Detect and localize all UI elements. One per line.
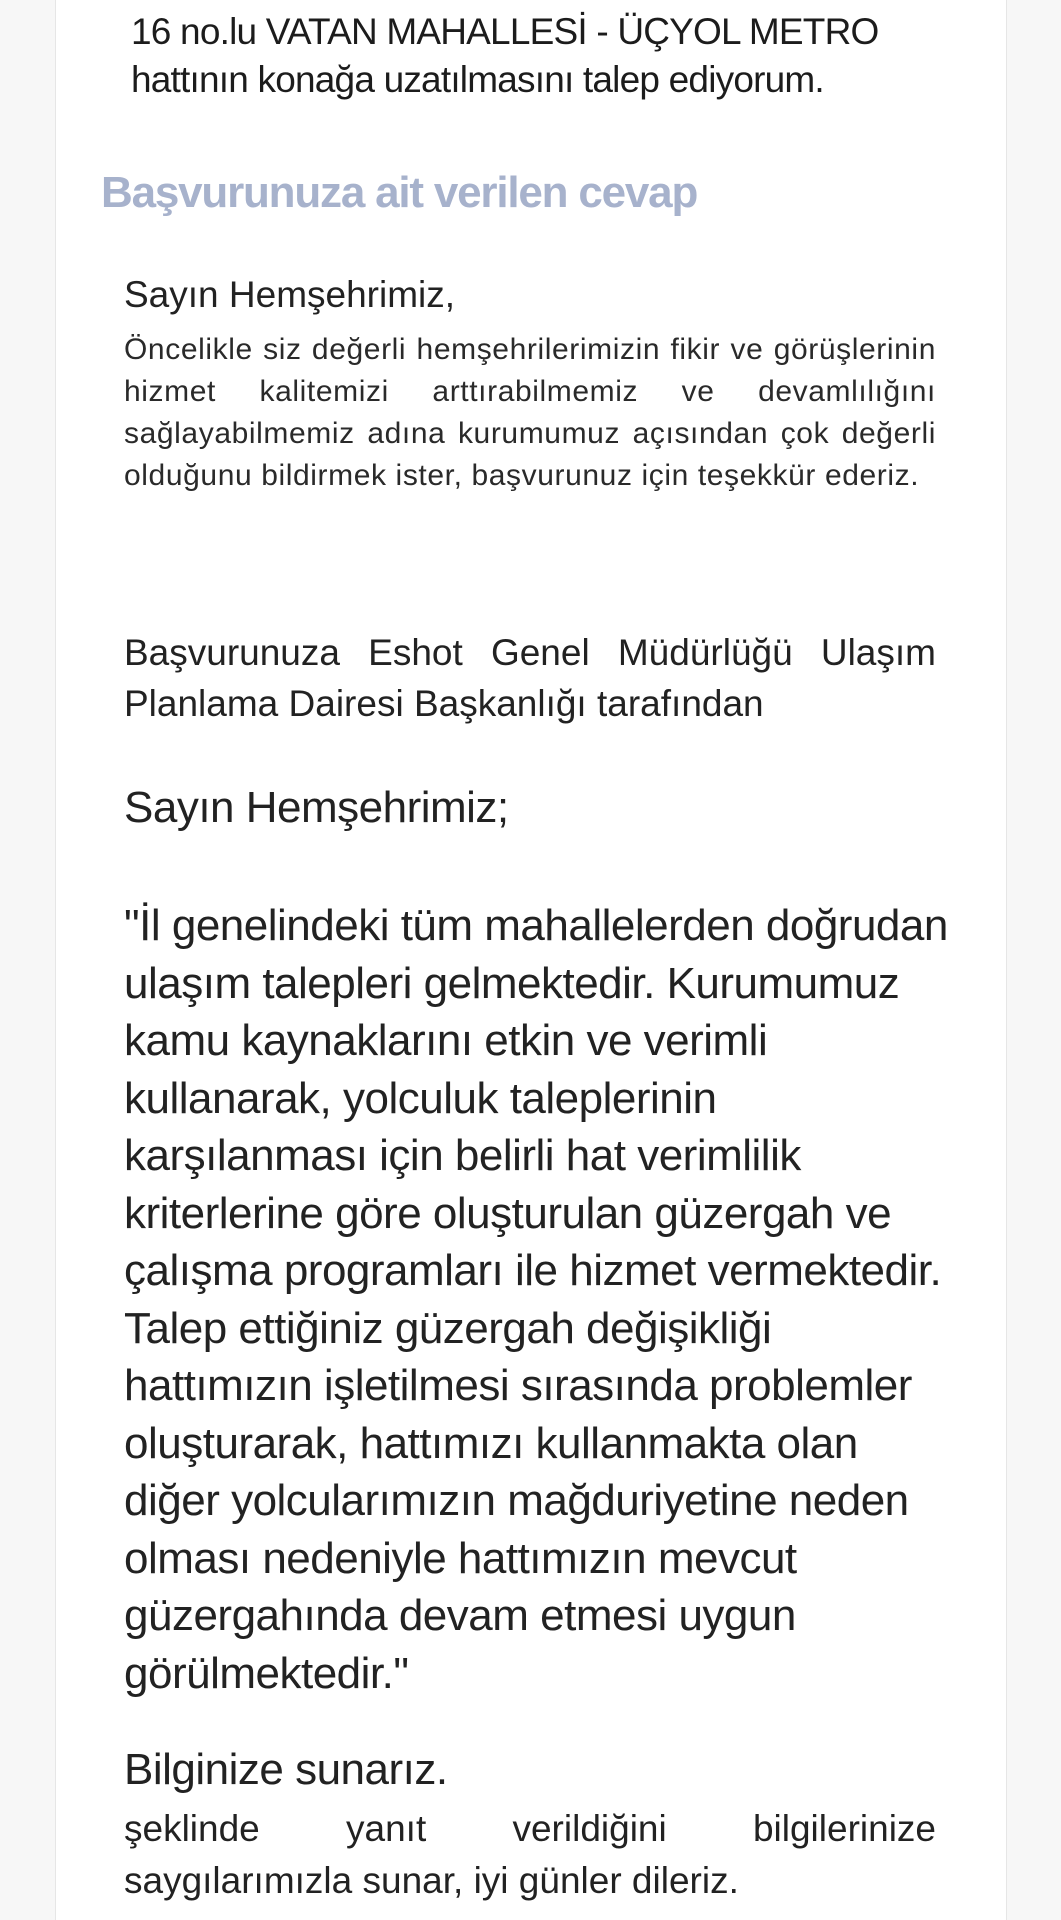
closing-line-1: şeklinde yanıt verildiğini bilgilerinize <box>124 1808 936 1849</box>
greeting-second: Sayın Hemşehrimiz; <box>124 783 509 832</box>
greeting-first: Sayın Hemşehrimiz, <box>124 274 456 315</box>
intro-paragraph: Öncelikle siz değerli hemşehrilerimizin fikir ve görüşlerinin hizmet kalitemizi arttırabilmemiz ve devamlılığını sağlayabilmemiz adına kurumumuz açısından çok değerli olduğunu bildirmek ister, başvurunuz için teşekkür ederiz. <box>124 333 936 492</box>
department-response-quote: "İl genelindeki tüm mahallelerden doğrudan ulaşım talepleri gelmektedir. Kurumumuz kamu kaynaklarını etkin ve verimli kullanarak, yolculuk taleplerinin karşılanması için belirli hat verimlilik kriterlerine göre oluşturulan güzergah ve çalışma programları ile hizmet vermektedir. Talep ettiğiniz güzergah değişikliği hattımızın işletilmesi sırasında problemler oluşturarak, hattımızı kullanmakta olan diğer yolcularımızın mağduriyetine neden olması nedeniyle hattımızın mevcut güzergahında devam etmesi uygun görülmektedir." <box>124 901 948 1698</box>
closing-line-2: saygılarımızla sunar, iyi günler dileriz. <box>124 1860 739 1901</box>
response-heading: Başvurunuza ait verilen cevap <box>101 168 698 217</box>
response-card <box>55 0 1007 1920</box>
sign-off-text: Bilginize sunarız. <box>124 1745 448 1794</box>
request-text: 16 no.lu VATAN MAHALLESİ - ÜÇYOL METRO hattının konağa uzatılmasını talep ediyorum. <box>131 11 879 100</box>
closing-paragraph <box>124 1803 936 1907</box>
assigned-department-text: Başvurunuza Eshot Genel Müdürlüğü Ulaşım Planlama Dairesi Başkanlığı tarafından <box>124 632 936 724</box>
